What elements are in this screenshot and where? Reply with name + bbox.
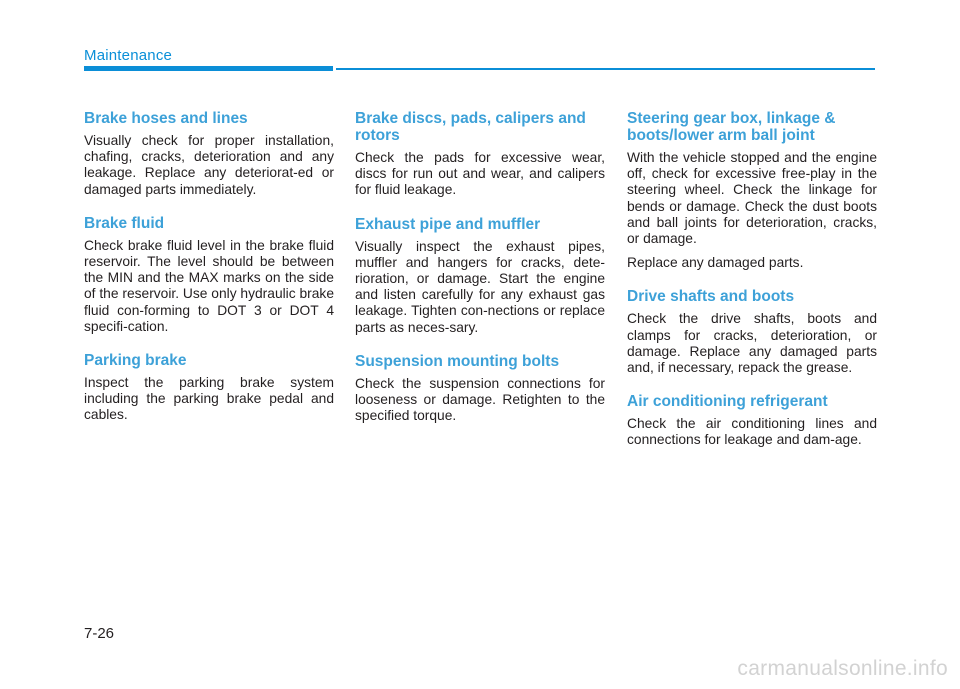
section-paragraph: Replace any damaged parts. xyxy=(627,255,804,271)
section-exhaust xyxy=(355,216,605,336)
page-header-title: Maintenance xyxy=(84,47,173,64)
section-paragraph: Inspect the parking brake system including the parking brake pedal and cables. xyxy=(84,375,334,423)
section-paragraph: Check the suspension connections for looseness or damage. Retighten to the specified torque. xyxy=(355,375,605,424)
section-heading: Suspension mounting bolts xyxy=(355,352,560,370)
section-brake-hoses xyxy=(84,110,334,198)
section-heading: Brake fluid xyxy=(84,214,165,232)
section-brake-fluid xyxy=(84,215,334,335)
section-paragraph: Visually inspect the exhaust pipes, muffler and hangers for cracks, dete-rioration, or damage. Start the engine and listen carefully for any exhaust gas leakage. Tighten con-nections or replace parts as neces-sary. xyxy=(355,238,605,335)
section-heading: Steering gear box, linkage & boots/lower arm ball joint xyxy=(627,110,836,144)
section-heading: Brake hoses and lines xyxy=(84,110,248,127)
section-paragraph: Check brake fluid level in the brake fluid reservoir. The level should be between the MIN and the MAX marks on the side of the reservoir. Use only hydraulic brake fluid con-forming to DOT 3 or DOT 4 specifi-cation. xyxy=(84,237,334,334)
content-column-3 xyxy=(627,110,877,466)
content-column-1 xyxy=(84,110,334,441)
section-air-conditioning xyxy=(627,393,877,448)
section-brake-discs xyxy=(355,110,605,199)
section-paragraph: Check the drive shafts, boots and clamps for cracks, deterioration, or damage. Replace any damaged parts and, if necessary, repack the grease. xyxy=(627,311,877,376)
section-heading: Drive shafts and boots xyxy=(627,288,795,306)
watermark: carmanualsonline.info xyxy=(737,657,948,680)
section-parking-brake xyxy=(84,352,334,424)
page-number: 7-26 xyxy=(84,625,115,642)
header-rule-thick xyxy=(84,66,333,71)
section-heading: Air conditioning refrigerant xyxy=(627,393,828,411)
section-heading: Exhaust pipe and muffler xyxy=(355,215,541,233)
section-suspension xyxy=(355,353,605,425)
section-paragraph: With the vehicle stopped and the engine off, check for excessive free-play in the steering wheel. Check the linkage for bends or damage. Check the dust boots and ball joints for deterioration, cracks, or damage. xyxy=(627,150,877,247)
section-paragraph: Check the pads for excessive wear, discs for run out and wear, and calipers for fluid leakage. xyxy=(355,150,605,198)
section-heading: Brake discs, pads, calipers and rotors xyxy=(355,110,586,144)
section-paragraph: Visually check for proper installation, chafing, cracks, deterioration and any leakage. Replace any deteriorat-ed or damaged parts immediately. xyxy=(84,133,334,197)
section-heading: Parking brake xyxy=(84,352,187,370)
section-drive-shafts xyxy=(627,288,877,376)
section-steering xyxy=(627,110,877,271)
header-rule-thin xyxy=(336,68,875,70)
content-column-2 xyxy=(355,110,605,441)
section-paragraph: Check the air conditioning lines and connections for leakage and dam-age. xyxy=(627,416,877,448)
